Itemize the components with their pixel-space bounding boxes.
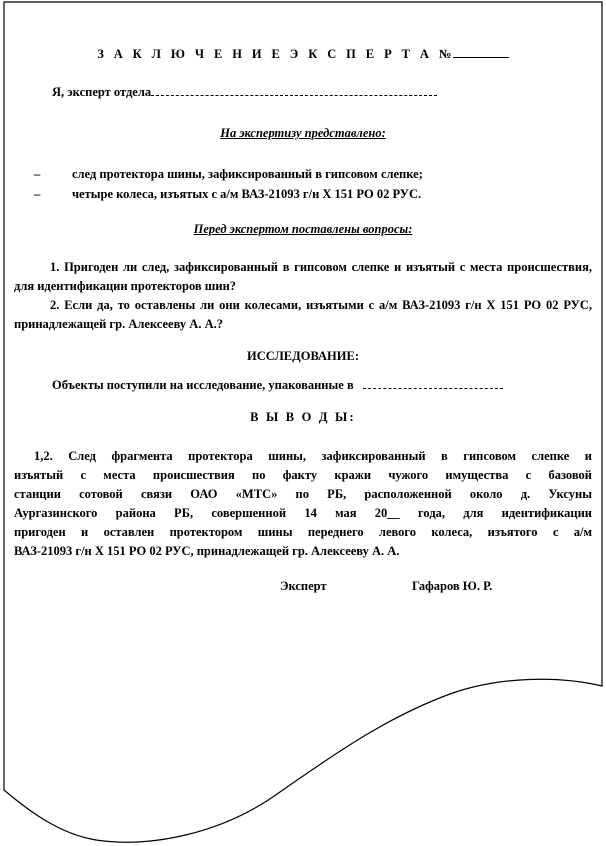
conclusion-line: Аургазинского района РБ, совершенной 14 мая 20__ года, для идентификации [14,506,592,520]
number-blank-line [453,46,509,58]
conclusion-line: ВАЗ-21093 г/н Х 151 РО 02 РУС, принадлежащей гр. Алексееву А. А. [14,544,400,558]
submitted-items-list [28,164,588,204]
bullet-dash: – [34,167,41,181]
conclusion-line: пригоден и оставлен протектором шины переднего левого колеса, изъятого с а/м [14,525,592,539]
questions-block [14,258,592,334]
questions-heading: Перед экспертом поставлены вопросы: [193,222,413,236]
conclusion-line: станции сотовой связи ОАО «МТС» по РБ, расположенной около д. Уксуны [14,487,592,501]
conclusion-heading: В Ы В О Д Ы: [250,410,356,424]
signature-name: Гафаров Ю. Р. [412,579,493,593]
submitted-item-text: след протектора шины, зафиксированный в гипсовом слепке; [72,167,423,181]
expert-department-label: Я, эксперт отдела [52,85,152,99]
expert-department-line [52,85,437,100]
department-blank-line [151,86,437,96]
list-item [28,164,588,184]
conclusion-text [14,447,592,561]
objects-line-text: Объекты поступили на исследование, упакованные в [52,378,354,392]
packaging-blank-line [363,379,503,389]
conclusion-line: 1,2. След фрагмента протектора шины, зафиксированный в гипсовом слепке и [34,449,592,463]
bullet-dash: – [34,187,41,201]
conclusion-line: изъятый с места происшествия по факту кражи чужого имущества с базовой [14,468,592,482]
question-item: 2. Если да, то оставлены ли они колесами, изъятыми с а/м ВАЗ-21093 г/н Х 151 РО 02 РУС, принадлежащей гр. Алексееву А. А.? [14,298,592,331]
question-item: 1. Пригоден ли след, зафиксированный в гипсовом слепке и изъятый с места происшествия, для идентификации протекторов шин? [14,260,592,293]
submitted-heading: На экспертизу представлено: [220,126,386,140]
signature-role: Эксперт [280,579,327,593]
objects-line [52,378,503,393]
document-title [0,46,606,62]
list-item [28,184,588,204]
submitted-item-text: четыре колеса, изъятых с а/м ВАЗ-21093 г/н Х 151 РО 02 РУС. [72,187,422,201]
document-title-text: З А К Л Ю Ч Е Н И Е Э К С П Е Р Т А № [97,47,455,61]
research-heading: ИССЛЕДОВАНИЕ: [247,349,359,363]
